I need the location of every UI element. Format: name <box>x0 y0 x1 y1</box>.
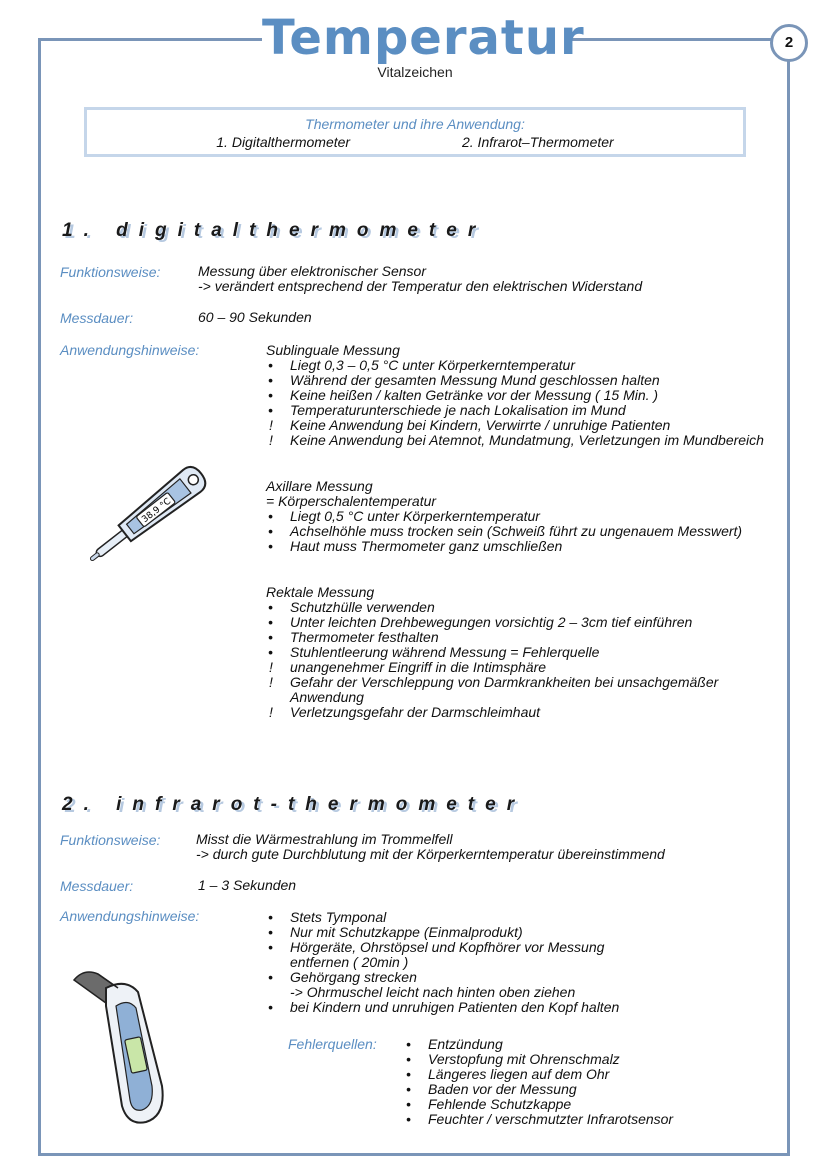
list-item: -> Ohrmuschel leicht nach hinten oben ziehen <box>290 984 576 1000</box>
list-item: • Haut muss Thermometer ganz umschließen <box>266 539 746 554</box>
list-item: • Während der gesamten Messung Mund geschlossen halten <box>266 373 766 388</box>
list-item: • Hörgeräte, Ohrstöpsel und Kopfhörer vor Messung entfernen ( 20min ) <box>266 940 666 970</box>
section-heading-infrarot: 2. infrarot-thermometer <box>62 794 526 815</box>
label-anwendungshinweise-1: Anwendungshinweise: <box>60 342 200 358</box>
funktionsweise-text-1 <box>198 264 642 294</box>
list-item: • Liegt 0,3 – 0,5 °C unter Körperkerntemperatur <box>266 358 766 373</box>
section-heading-digital: 1. digitalthermometer <box>62 220 487 241</box>
label-messdauer-1: Messdauer: <box>60 310 134 326</box>
title-block <box>262 6 585 86</box>
funktionsweise-line: Messung über elektronischer Sensor <box>198 263 427 279</box>
axillar-subtitle: = Körperschalentemperatur <box>266 493 437 509</box>
page-title: Temperatur <box>262 10 585 66</box>
page-subtitle: Vitalzeichen <box>377 64 453 80</box>
funktionsweise-text-2 <box>196 832 665 862</box>
list-item: • Thermometer festhalten <box>266 630 766 645</box>
list-item: ! Keine Anwendung bei Kindern, Verwirrte / unruhige Patienten <box>266 418 766 433</box>
infrarot-hinweise-block <box>266 910 666 1015</box>
list-item: • Liegt 0,5 °C unter Körperkerntemperatur <box>266 509 746 524</box>
sublingual-title: Sublinguale Messung <box>266 342 400 358</box>
funktionsweise-line: -> verändert entsprechend der Temperatur den elektrischen Widerstand <box>198 278 643 294</box>
infrared-thermometer-icon <box>66 966 176 1132</box>
label-anwendungshinweise-2: Anwendungshinweise: <box>60 908 200 924</box>
page-number-badge: 2 <box>770 24 808 62</box>
rektal-block <box>266 585 766 720</box>
list-item: • Nur mit Schutzkappe (Einmalprodukt) <box>266 925 666 940</box>
list-item: • bei Kindern und unruhigen Patienten den Kopf halten <box>266 1000 666 1015</box>
axillar-title: Axillare Messung <box>266 478 373 494</box>
list-item: • Fehlende Schutzkappe <box>404 1097 744 1112</box>
rektal-title: Rektale Messung <box>266 584 375 600</box>
overview-title: Thermometer und ihre Anwendung: <box>305 116 525 132</box>
messdauer-value-2: 1 – 3 Sekunden <box>198 877 297 893</box>
list-item: • Stets Tymponal <box>266 910 666 925</box>
fehlerquellen-block <box>404 1037 744 1127</box>
list-item: ! Gefahr der Verschleppung von Darmkrankheiten bei unsachgemäßer Anwendung <box>266 675 766 705</box>
list-item: • Gehörgang strecken <box>266 970 666 985</box>
list-item: ! Verletzungsgefahr der Darmschleimhaut <box>266 705 766 720</box>
list-item: • Achselhöhle muss trocken sein (Schweiß führt zu ungenauem Messwert) <box>266 524 746 539</box>
list-item: ! unangenehmer Eingriff in die Intimsphäre <box>266 660 766 675</box>
funktionsweise-line: -> durch gute Durchblutung mit der Körperkerntemperatur übereinstimmend <box>196 846 665 862</box>
label-funktionsweise-1: Funktionsweise: <box>60 264 161 280</box>
list-item: ! Keine Anwendung bei Atemnot, Mundatmung, Verletzungen im Mundbereich <box>266 433 766 448</box>
label-messdauer-2: Messdauer: <box>60 878 134 894</box>
list-item: • Temperaturunterschiede je nach Lokalisation im Mund <box>266 403 766 418</box>
sublingual-block <box>266 343 766 448</box>
list-item: • Verstopfung mit Ohrenschmalz <box>404 1052 744 1067</box>
list-item: • Längeres liegen auf dem Ohr <box>404 1067 744 1082</box>
list-item: • Schutzhülle verwenden <box>266 600 766 615</box>
axillar-block <box>266 479 746 554</box>
thermometer-display-text: 38,9 °C <box>140 496 174 526</box>
label-funktionsweise-2: Funktionsweise: <box>60 832 161 848</box>
list-item: • Entzündung <box>404 1037 744 1052</box>
overview-item-1: 1. Digitalthermometer <box>216 134 351 150</box>
funktionsweise-line: Misst die Wärmestrahlung im Trommelfell <box>196 831 453 847</box>
overview-box <box>84 107 746 157</box>
list-item: • Keine heißen / kalten Getränke vor der Messung ( 15 Min. ) <box>266 388 766 403</box>
list-item: • Baden vor der Messung <box>404 1082 744 1097</box>
list-item: • Unter leichten Drehbewegungen vorsichtig 2 – 3cm tief einführen <box>266 615 766 630</box>
list-item: • Feuchter / verschmutzter Infrarotsensor <box>404 1112 744 1127</box>
label-fehlerquellen: Fehlerquellen: <box>288 1036 377 1052</box>
digital-thermometer-icon <box>70 460 230 590</box>
messdauer-value-1: 60 – 90 Sekunden <box>198 309 312 325</box>
overview-item-2: 2. Infrarot–Thermometer <box>461 134 614 150</box>
list-item: • Stuhlentleerung während Messung = Fehlerquelle <box>266 645 766 660</box>
